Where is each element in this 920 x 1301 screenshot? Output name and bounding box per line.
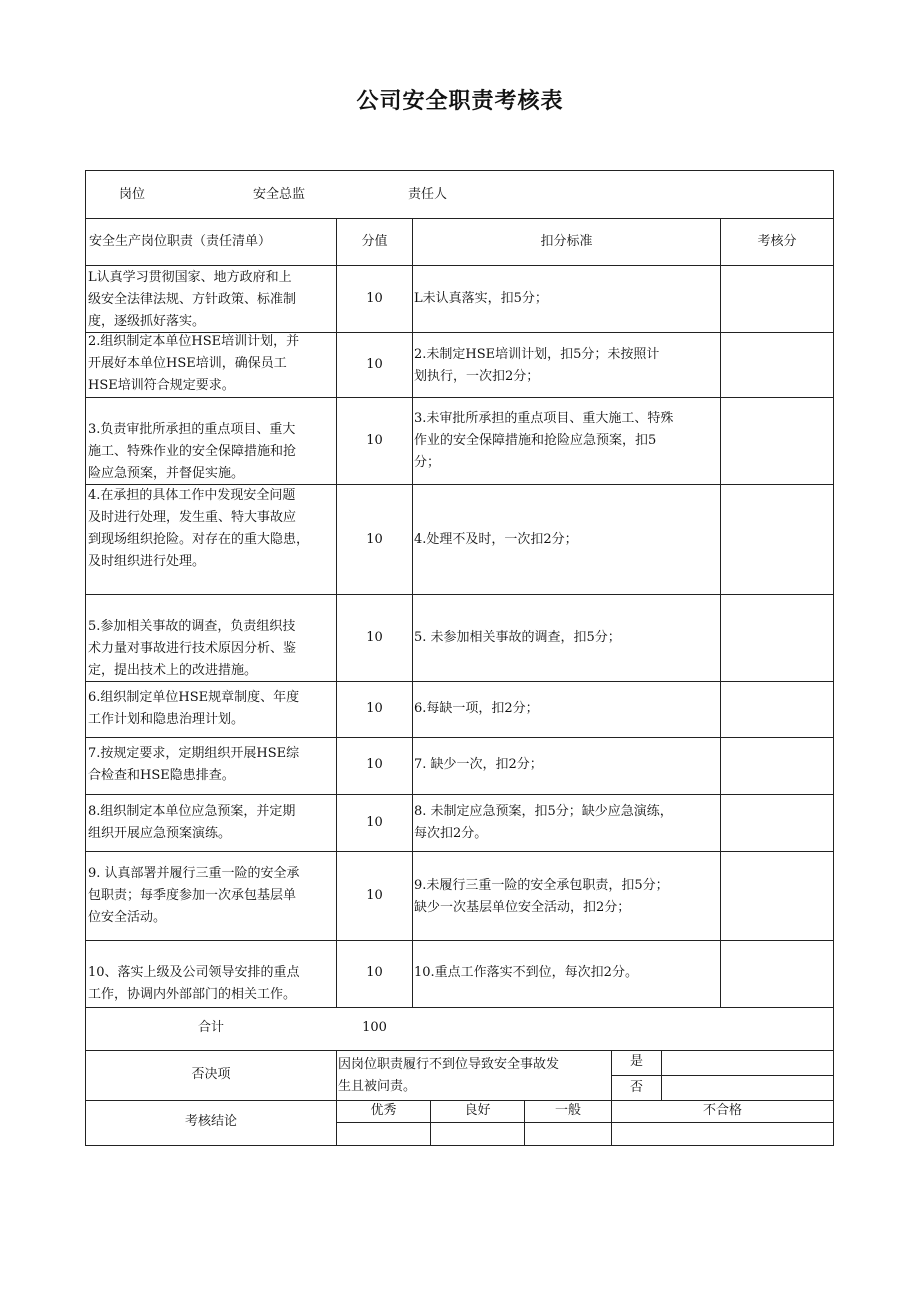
row-divider bbox=[86, 1007, 833, 1008]
row-divider bbox=[611, 1075, 833, 1076]
total-score: 100 bbox=[362, 1020, 387, 1035]
duty-cell: 10、落实上级及公司领导安排的重点 工作，协调内外部部门的相关工作。 bbox=[88, 965, 300, 1002]
duty-cell: 9. 认真部署并履行三重一险的安全承 包职责；每季度参加一次承包基层单 位安全活动。 bbox=[88, 866, 300, 925]
veto-text: 因岗位职责履行不到位导致安全事故发 生且被问责。 bbox=[338, 1057, 560, 1094]
veto-label: 否决项 bbox=[191, 1067, 231, 1082]
score-cell: 10 bbox=[366, 532, 383, 547]
score-cell: 10 bbox=[366, 357, 383, 372]
criteria-cell: 3.未审批所承担的重点项目、重大施工、特殊 作业的安全保障措施和抢险应急预案，扣5 分； bbox=[414, 411, 674, 470]
duty-cell: 2.组织制定本单位HSE培训计划，并 开展好本单位HSE培训，确保员工 HSE培训符合规定要求。 bbox=[88, 334, 300, 393]
criteria-cell: L未认真落实，扣5分； bbox=[414, 291, 548, 306]
assessment-input[interactable] bbox=[722, 486, 832, 593]
conclusion-option-excellent: 优秀 bbox=[370, 1103, 397, 1118]
assessment-input[interactable] bbox=[722, 942, 832, 1006]
conclusion-option-fail: 不合格 bbox=[702, 1103, 742, 1118]
assessment-input[interactable] bbox=[722, 683, 832, 736]
duty-cell: 8.组织制定本单位应急预案，并定期 组织开展应急预案演练。 bbox=[88, 804, 296, 841]
conclusion-good-field[interactable] bbox=[432, 1124, 523, 1144]
criteria-cell: 6.每缺一项，扣2分； bbox=[414, 701, 539, 716]
col-header-duty: 安全生产岗位职责（责任清单） bbox=[89, 234, 272, 249]
row-divider bbox=[336, 1122, 833, 1123]
criteria-cell: 9.未履行三重一险的安全承包职责，扣5分； 缺少一次基层单位安全活动，扣2分； bbox=[414, 878, 669, 915]
duty-cell: L认真学习贯彻国家、地方政府和上 级安全法律法规、方针政策、标准制 度，逐级抓好落实。 bbox=[88, 270, 297, 329]
total-label: 合计 bbox=[197, 1020, 224, 1035]
assessment-input[interactable] bbox=[722, 267, 832, 331]
col-divider bbox=[412, 218, 413, 1007]
veto-yes-field[interactable] bbox=[663, 1052, 832, 1074]
col-header-score: 分值 bbox=[361, 234, 388, 249]
duty-cell: 5.参加相关事故的调查，负责组织技 术力量对事故进行技术原因分析、鉴 定，提出技术上的改进措施。 bbox=[88, 619, 297, 678]
criteria-cell: 5. 未参加相关事故的调查，扣5分； bbox=[414, 630, 621, 645]
duty-cell: 7.按规定要求，定期组织开展HSE综 合检查和HSE隐患排查。 bbox=[88, 746, 300, 783]
duty-cell: 3.负责审批所承担的重点项目、重大 施工、特殊作业的安全保障措施和抢 险应急预案，并督促实施。 bbox=[88, 422, 297, 481]
col-header-assessment: 考核分 bbox=[757, 234, 797, 249]
conclusion-label: 考核结论 bbox=[184, 1114, 237, 1129]
assessment-input[interactable] bbox=[722, 334, 832, 396]
score-cell: 10 bbox=[366, 291, 383, 306]
score-cell: 10 bbox=[366, 888, 383, 903]
criteria-cell: 2.未制定HSE培训计划，扣5分；未按照计 划执行，一次扣2分； bbox=[414, 347, 660, 384]
col-divider bbox=[661, 1050, 662, 1100]
duty-cell: 4.在承担的具体工作中发现安全问题 及时进行处理，发生重、特大事故应 到现场组织抢险。对存在的重大隐患， 及时组织进行处理。 bbox=[88, 488, 310, 569]
responsible-field[interactable] bbox=[466, 179, 826, 211]
assessment-input[interactable] bbox=[722, 853, 832, 939]
conclusion-excellent-field[interactable] bbox=[338, 1124, 429, 1144]
assessment-input[interactable] bbox=[722, 739, 832, 793]
col-header-criteria: 扣分标准 bbox=[540, 234, 593, 249]
total-assessment-field[interactable] bbox=[722, 1009, 832, 1049]
assessment-input[interactable] bbox=[722, 596, 832, 680]
score-cell: 10 bbox=[366, 757, 383, 772]
veto-yes-label: 是 bbox=[629, 1054, 643, 1069]
page-title: 公司安全职责考核表 bbox=[356, 89, 564, 114]
assessment-input[interactable] bbox=[722, 796, 832, 850]
col-divider bbox=[720, 218, 721, 1007]
position-label: 岗位 bbox=[119, 187, 146, 202]
veto-no-field[interactable] bbox=[663, 1077, 832, 1099]
responsible-label: 责任人 bbox=[408, 187, 448, 202]
veto-no-label: 否 bbox=[629, 1080, 643, 1095]
score-cell: 10 bbox=[366, 433, 383, 448]
criteria-cell: 7. 缺少一次，扣2分； bbox=[414, 757, 543, 772]
conclusion-option-average: 一般 bbox=[554, 1103, 581, 1118]
score-cell: 10 bbox=[366, 815, 383, 830]
conclusion-option-good: 良好 bbox=[464, 1103, 491, 1118]
criteria-cell: 8. 未制定应急预案，扣5分；缺少应急演练， 每次扣2分。 bbox=[414, 804, 673, 841]
criteria-cell: 4.处理不及时，一次扣2分； bbox=[414, 532, 578, 547]
position-value: 安全总监 bbox=[253, 187, 306, 202]
score-cell: 10 bbox=[366, 630, 383, 645]
total-criteria-field[interactable] bbox=[414, 1009, 719, 1049]
conclusion-average-field[interactable] bbox=[526, 1124, 610, 1144]
criteria-cell: 10.重点工作落实不到位，每次扣2分。 bbox=[414, 965, 638, 980]
conclusion-fail-field[interactable] bbox=[613, 1124, 832, 1144]
row-divider bbox=[86, 1050, 833, 1051]
assessment-table bbox=[85, 170, 834, 1146]
score-cell: 10 bbox=[366, 965, 383, 980]
col-divider bbox=[336, 1050, 337, 1145]
score-cell: 10 bbox=[366, 701, 383, 716]
duty-cell: 6.组织制定单位HSE规章制度、年度 工作计划和隐患治理计划。 bbox=[88, 690, 300, 727]
assessment-input[interactable] bbox=[722, 399, 832, 483]
